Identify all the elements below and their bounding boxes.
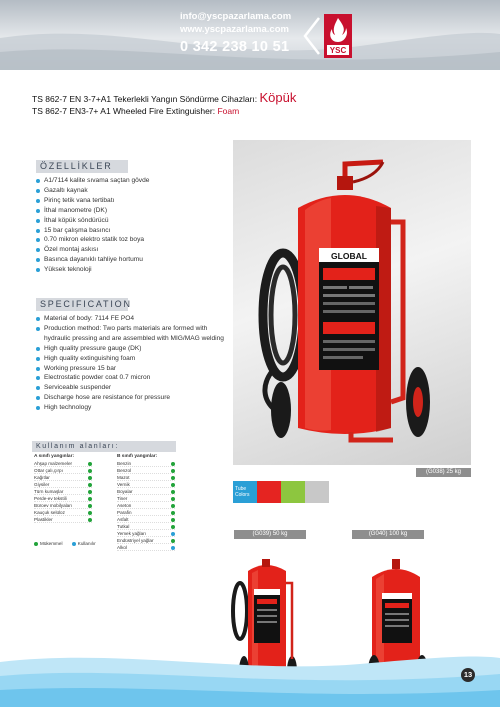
- tube-color-grey-swatch: [305, 481, 329, 503]
- chevron-decoration-icon: [303, 16, 321, 56]
- title-tr-type: Köpük: [259, 90, 297, 105]
- table-row: Perde-ev tekstili: [34, 495, 92, 502]
- table-row: Alkol: [117, 544, 175, 551]
- list-item: Özel montaj askısı: [36, 245, 221, 255]
- table-row: Yemek yağları: [117, 530, 175, 537]
- list-item: Discharge hose are resistance for pressure: [36, 393, 224, 403]
- class-a-title: A sınıfı yangınlar:: [34, 454, 75, 459]
- status-dot: [171, 469, 175, 473]
- status-dot: [88, 490, 92, 494]
- features-tr-list: [36, 176, 221, 275]
- list-item: Material of body: 7114 FE PO4: [36, 314, 224, 324]
- status-dot: [171, 490, 175, 494]
- tube-colors-label: Tube Colors: [233, 481, 257, 503]
- list-item: İthal köpük söndürücü: [36, 216, 221, 226]
- website-text[interactable]: www.yscpazarlama.com: [180, 24, 289, 35]
- status-dot: [88, 504, 92, 508]
- status-dot: [171, 497, 175, 501]
- list-item: Working pressure 15 bar: [36, 364, 224, 374]
- status-dot: [171, 462, 175, 466]
- logo-text: YSC: [329, 46, 347, 55]
- title-en-type: Foam: [217, 106, 240, 116]
- phone-text: 0 342 238 10 51: [180, 39, 290, 55]
- list-item: Production method: Two parts materials are formed with hydraulic pressing and are assembled with MIG/MAG welding: [36, 324, 224, 344]
- table-row: Ottar çalı,çırpı: [34, 467, 92, 474]
- ysc-logo: [324, 14, 352, 58]
- table-row: Türn kumaşlar: [34, 488, 92, 495]
- tube-color-red-swatch: [257, 481, 281, 503]
- list-item: High technology: [36, 403, 224, 413]
- status-dot: [171, 546, 175, 550]
- status-dot: [88, 511, 92, 515]
- list-item: Pirinç tetik vana tertibatı: [36, 196, 221, 206]
- table-row: Ahşap malzemeler: [34, 460, 92, 467]
- table-row: Benzol: [117, 467, 175, 474]
- list-item: 0.70 mikron elektro statik toz boya: [36, 235, 221, 245]
- list-item: Yüksek teknoloji: [36, 265, 221, 275]
- class-a-table: [34, 453, 92, 523]
- table-row: Plastikler: [34, 516, 92, 523]
- table-row: Asfalt: [117, 516, 175, 523]
- tube-color-green-swatch: [281, 481, 305, 503]
- status-dot: [88, 497, 92, 501]
- email-text[interactable]: info@yscpazarlama.com: [180, 11, 292, 22]
- title-english: [32, 106, 239, 116]
- table-row: Kauçuk selüloz: [34, 509, 92, 516]
- wheeled-extinguisher-illustration: [233, 140, 471, 465]
- status-dot: [171, 532, 175, 536]
- list-item: High quality extinguishing foam: [36, 354, 224, 364]
- status-dot: [88, 476, 92, 480]
- list-item: A1/7114 kalite sıvama saçtan gövde: [36, 176, 221, 186]
- status-dot: [171, 483, 175, 487]
- status-dot: [88, 518, 92, 522]
- brand-label-text: GLOBAL: [331, 251, 367, 261]
- green-dot-icon: [34, 542, 38, 546]
- status-dot: [88, 483, 92, 487]
- table-row: Benzin: [117, 460, 175, 467]
- list-item: İthal manometre (DK): [36, 206, 221, 216]
- usage-legend: [34, 541, 104, 546]
- main-product-photo: [233, 140, 471, 465]
- status-dot: [171, 476, 175, 480]
- title-en-prefix: TS 862-7 EN3-7+ A1 Wheeled Fire Extinguisher:: [32, 106, 216, 116]
- table-row: Büroev mobilyaları: [34, 502, 92, 509]
- small-right-caption: (G040) 100 kg: [352, 530, 424, 539]
- status-dot: [171, 539, 175, 543]
- table-row: Tiner: [117, 495, 175, 502]
- list-item: 15 bar çalışma basıncı: [36, 226, 221, 236]
- table-row: Parafin: [117, 509, 175, 516]
- title-tr-prefix: TS 862-7 EN 3-7+A1 Tekerlekli Yangın Söndürme Cihazları:: [32, 94, 258, 104]
- status-dot: [171, 511, 175, 515]
- status-dot: [88, 462, 92, 466]
- blue-dot-icon: [72, 542, 76, 546]
- class-b-table: [117, 453, 175, 551]
- usage-heading: Kullanım alanları:: [32, 441, 176, 452]
- bottom-wave-decoration: [0, 640, 500, 707]
- tube-colors: [233, 481, 328, 503]
- status-dot: [171, 525, 175, 529]
- table-row: Giysiler: [34, 481, 92, 488]
- list-item: High quality pressure gauge (DK): [36, 344, 224, 354]
- table-row: Boyalar: [117, 488, 175, 495]
- table-row: Tutkal: [117, 523, 175, 530]
- status-dot: [171, 504, 175, 508]
- header-bar: [0, 0, 500, 70]
- features-tr-heading: ÖZELLİKLER: [36, 160, 128, 173]
- table-row: Kağıtlar: [34, 474, 92, 481]
- features-en-heading: SPECIFICATION: [36, 298, 128, 311]
- list-item: Gazaltı kaynak: [36, 186, 221, 196]
- table-row: Vernik: [117, 481, 175, 488]
- title-turkish: [32, 90, 296, 105]
- page-number: 13: [461, 668, 475, 682]
- class-b-title: B sınıfı yangınlar:: [117, 454, 158, 459]
- status-dot: [171, 518, 175, 522]
- legend-usable: Kullanılır: [72, 541, 96, 546]
- list-item: Electrostatic powder coat 0.7 micron: [36, 373, 224, 383]
- list-item: Basınca dayanıklı tahliye hortumu: [36, 255, 221, 265]
- legend-excellent: Mükemmel: [34, 541, 62, 546]
- main-caption: (G038) 25 kg: [416, 468, 471, 477]
- small-left-caption: (G039) 50 kg: [234, 530, 306, 539]
- table-row: Endüstriyel yağlar: [117, 537, 175, 544]
- table-row: Mazot: [117, 474, 175, 481]
- list-item: Serviceable suspender: [36, 383, 224, 393]
- table-row: Aseton: [117, 502, 175, 509]
- status-dot: [88, 469, 92, 473]
- features-en-list: [36, 314, 224, 413]
